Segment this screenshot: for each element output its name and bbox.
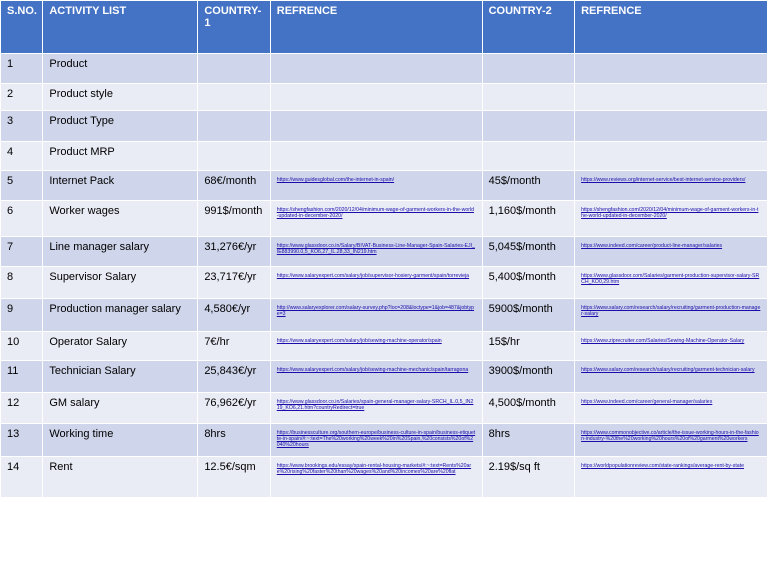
- cell-reference-1: [270, 267, 482, 299]
- reference-link[interactable]: https://www.salary.com/research/salary/recruiting/garment-production-manager-salary: [581, 305, 761, 317]
- table-row: [1, 393, 768, 424]
- cell-sno: 12: [1, 393, 43, 424]
- reference-link[interactable]: https://www.salaryexpert.com/salary/job/supervisor-hosiery-garment/spain/torrevieja: [276, 273, 470, 279]
- reference-link[interactable]: https://www.glassdoor.co.in/Salary/BIVAT-Business-Line-Manager-Spain-Salaries-EJI_IE883990.0,5_KO6,27_IL.28,33_IN219.htm: [276, 243, 475, 255]
- table-row: [1, 54, 768, 84]
- cell-country-1: 7€/hr: [198, 332, 270, 361]
- table-row: [1, 332, 768, 361]
- cell-reference-1: [270, 393, 482, 424]
- cell-activity: Product: [43, 54, 198, 84]
- cell-activity: Working time: [43, 424, 198, 457]
- cell-country-2: 45$/month: [482, 171, 575, 201]
- reference-link[interactable]: https://www.salaryexpert.com/salary/job/sewing-machine-mechanic/spain/tarragona: [276, 367, 469, 373]
- table-row: [1, 142, 768, 171]
- cell-reference-1: [270, 237, 482, 267]
- cell-reference-2: [575, 142, 768, 171]
- cell-sno: 4: [1, 142, 43, 171]
- cell-reference-2: [575, 54, 768, 84]
- cell-reference-2: [575, 457, 768, 498]
- cell-country-2: 3900$/month: [482, 361, 575, 393]
- cell-reference-1: [270, 299, 482, 332]
- cell-reference-1: [270, 171, 482, 201]
- reference-link[interactable]: https://shengfashion.com/2020/12/04/minimum-wage-of-garment-workers-in-the-world-updated-in-december-2020/: [276, 207, 474, 219]
- cell-reference-1: [270, 457, 482, 498]
- cell-country-2: 4,500$/month: [482, 393, 575, 424]
- cell-sno: 1: [1, 54, 43, 84]
- table-row: [1, 267, 768, 299]
- cell-reference-2: [575, 111, 768, 142]
- header-country-1: COUNTRY-1: [198, 1, 270, 54]
- cell-country-2: [482, 111, 575, 142]
- cell-country-1: [198, 54, 270, 84]
- cell-sno: 9: [1, 299, 43, 332]
- cell-activity: Worker wages: [43, 201, 198, 237]
- cell-activity: Technician Salary: [43, 361, 198, 393]
- reference-link[interactable]: https://worldpopulationreview.com/state-rankings/average-rent-by-state: [581, 463, 745, 469]
- cell-activity: Production manager salary: [43, 299, 198, 332]
- cell-sno: 13: [1, 424, 43, 457]
- table-row: [1, 201, 768, 237]
- cell-sno: 8: [1, 267, 43, 299]
- cell-reference-1: [270, 361, 482, 393]
- cell-country-1: 8hrs: [198, 424, 270, 457]
- reference-link[interactable]: https://shengfashion.com/2020/12/04/minimum-wage-of-garment-workers-in-the-world-updated-in-december-2020/: [581, 207, 759, 219]
- table-row: [1, 171, 768, 201]
- cell-country-1: 4,580€/yr: [198, 299, 270, 332]
- cell-activity: Internet Pack: [43, 171, 198, 201]
- cell-reference-1: [270, 54, 482, 84]
- cell-activity: Line manager salary: [43, 237, 198, 267]
- reference-link[interactable]: https://www.salary.com/research/salary/recruiting/garment-technician-salary: [581, 367, 755, 373]
- reference-link[interactable]: https://www.glassdoor.com/Salaries/garment-production-supervisor-salary-SRCH_KO0,29.htm: [581, 273, 760, 285]
- cell-sno: 10: [1, 332, 43, 361]
- cell-country-1: 76,962€/yr: [198, 393, 270, 424]
- cell-reference-2: [575, 267, 768, 299]
- cell-reference-2: [575, 201, 768, 237]
- cell-country-2: 8hrs: [482, 424, 575, 457]
- cell-reference-2: [575, 361, 768, 393]
- cell-country-2: [482, 142, 575, 171]
- header-sno: S.NO.: [1, 1, 43, 54]
- cell-reference-1: [270, 142, 482, 171]
- reference-link[interactable]: https://www.indeed.com/career/general-manager/salaries: [581, 399, 713, 405]
- reference-link[interactable]: https://www.reviews.org/internet-service/best-internet-service-providers/: [581, 177, 746, 183]
- cell-reference-1: [270, 424, 482, 457]
- header-activity: ACTIVITY LIST: [43, 1, 198, 54]
- cell-country-1: 31,276€/yr: [198, 237, 270, 267]
- table-row: [1, 457, 768, 498]
- reference-link[interactable]: https://businessculture.org/southern-europe/business-culture-in-spain/business-etiquette-in-spain/#:~:text=The%20working%20week%20in%20Spain,%20consists%20of%2040%20hours: [276, 430, 476, 448]
- cell-reference-2: [575, 424, 768, 457]
- cell-reference-2: [575, 393, 768, 424]
- reference-link[interactable]: https://www.brookings.edu/essay/spain-rental-housing-markets/#:~:text=Rents%20are%20rising%20faster%20than%20wages%20and%20incomes%20are%20flat: [276, 463, 472, 475]
- cell-country-2: 1,160$/month: [482, 201, 575, 237]
- cell-sno: 7: [1, 237, 43, 267]
- table-row: [1, 361, 768, 393]
- cell-activity: Supervisor Salary: [43, 267, 198, 299]
- cell-sno: 2: [1, 84, 43, 111]
- reference-link[interactable]: https://www.indeed.com/career/product-line-manager/salaries: [581, 243, 723, 249]
- cell-country-1: 991$/month: [198, 201, 270, 237]
- cell-reference-2: [575, 84, 768, 111]
- header-reference-2: REFRENCE: [575, 1, 768, 54]
- cell-reference-2: [575, 299, 768, 332]
- cell-sno: 14: [1, 457, 43, 498]
- cell-reference-2: [575, 237, 768, 267]
- cell-country-1: 12.5€/sqm: [198, 457, 270, 498]
- table-row: [1, 111, 768, 142]
- cell-country-1: 25,843€/yr: [198, 361, 270, 393]
- reference-link[interactable]: http://www.salaryexplorer.com/salary-survey.php?loc=208&loctype=1&job=487&jobtype=3: [276, 305, 475, 317]
- cell-reference-2: [575, 171, 768, 201]
- header-country-2: COUNTRY-2: [482, 1, 575, 54]
- header-row: [1, 1, 768, 54]
- cell-activity: Product Type: [43, 111, 198, 142]
- cell-sno: 6: [1, 201, 43, 237]
- cell-sno: 11: [1, 361, 43, 393]
- cell-country-1: 23,717€/yr: [198, 267, 270, 299]
- cell-country-2: 2.19$/sq ft: [482, 457, 575, 498]
- reference-link[interactable]: https://www.glassdoor.co.in/Salaries/spain-general-manager-salary-SRCH_IL.0,5_IN219_KO6,21.htm?countryRedirect=true: [276, 399, 474, 411]
- cell-reference-2: [575, 332, 768, 361]
- cell-activity: Rent: [43, 457, 198, 498]
- cell-country-2: 5,045$/month: [482, 237, 575, 267]
- table-row: [1, 84, 768, 111]
- cell-activity: Product MRP: [43, 142, 198, 171]
- cell-country-2: 5900$/month: [482, 299, 575, 332]
- cell-country-2: 5,400$/month: [482, 267, 575, 299]
- cell-activity: GM salary: [43, 393, 198, 424]
- cell-country-2: [482, 54, 575, 84]
- table-body: [1, 54, 768, 498]
- cell-reference-1: [270, 201, 482, 237]
- reference-link[interactable]: https://www.commonobjective.co/article/the-issue-working-hours-in-the-fashion-industry-%20the%20working%20hours%20of%20garment%20workers: [581, 430, 759, 442]
- cell-country-2: 15$/hr: [482, 332, 575, 361]
- table-row: [1, 237, 768, 267]
- cell-reference-1: [270, 84, 482, 111]
- cell-reference-1: [270, 111, 482, 142]
- cell-country-1: [198, 84, 270, 111]
- reference-link[interactable]: https://www.salaryexpert.com/salary/job/sewing-machine-operator/spain: [276, 338, 442, 344]
- cell-country-1: [198, 142, 270, 171]
- table-row: [1, 424, 768, 457]
- header-reference-1: REFRENCE: [270, 1, 482, 54]
- cell-activity: Product style: [43, 84, 198, 111]
- cell-country-1: [198, 111, 270, 142]
- cell-activity: Operator Salary: [43, 332, 198, 361]
- cell-country-1: 68€/month: [198, 171, 270, 201]
- cell-country-2: [482, 84, 575, 111]
- cell-sno: 3: [1, 111, 43, 142]
- cell-sno: 5: [1, 171, 43, 201]
- reference-link[interactable]: https://www.guidesglobal.com/the-internet-in-spain/: [276, 177, 395, 183]
- table-row: [1, 299, 768, 332]
- reference-link[interactable]: https://www.ziprecruiter.com/Salaries/Sewing-Machine-Operator-Salary: [581, 338, 745, 344]
- cell-reference-1: [270, 332, 482, 361]
